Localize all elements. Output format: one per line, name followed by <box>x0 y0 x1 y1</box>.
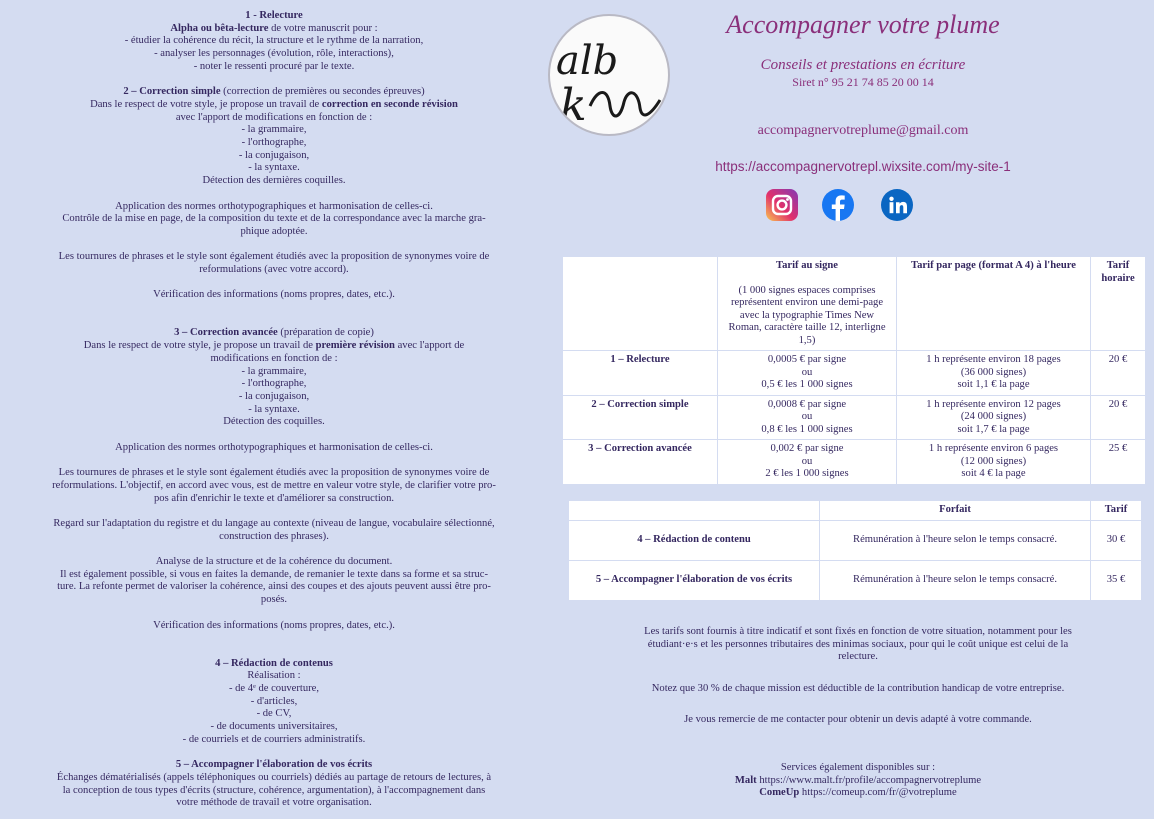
table-row <box>569 560 1142 600</box>
text: Application des normes orthotypographiques et harmonisation de celles-ci. <box>115 441 433 453</box>
list-item: - la conjugaison, <box>238 391 310 402</box>
table-header-cell: Tarif <box>1091 501 1142 521</box>
page-rate: 1 h représente environ 12 pages (24 000 signes) soit 1,7 € la page <box>897 395 1091 440</box>
section-title: 1 - Relecture <box>245 10 303 21</box>
list-item: - d'articles, <box>250 695 298 707</box>
highlight: correction en seconde révision <box>321 98 458 110</box>
website-link[interactable]: https://accompagnervotrepl.wixsite.com/my-site-1 <box>715 159 1011 174</box>
table-header-cell: Tarif horaire <box>1091 257 1146 351</box>
text: votre méthode de travail et votre organisation. <box>176 797 372 809</box>
text: construction des phrases). <box>219 530 329 542</box>
text: reformulations (avec votre accord). <box>199 264 349 276</box>
services-links <box>598 762 1118 800</box>
text: Contrôle de la mise en page, de la composition du texte et de la correspondance avec la marche gra- <box>62 213 486 225</box>
text: Regard sur l'adaptation du registre et du langage au contexte (niveau de langue, vocabulaire sélectionné, <box>53 517 495 529</box>
tarif: 35 € <box>1091 560 1142 600</box>
section-correction-avancee <box>6 327 542 632</box>
list-item: - la syntaxe. <box>248 162 300 174</box>
text: Les tournures de phrases et le style sont également étudiés avec la proposition de synonymes voire de <box>58 251 490 263</box>
forfait: Rémunération à l'heure selon le temps consacré. <box>820 520 1091 560</box>
page-rate: 1 h représente environ 18 pages (36 000 signes) soit 1,1 € la page <box>897 351 1091 396</box>
comeup-link[interactable]: https://comeup.com/fr/@votreplume <box>799 787 957 799</box>
list-item: - la grammaire, <box>241 124 307 136</box>
siret: Siret n° 95 21 74 85 20 00 14 <box>792 75 934 89</box>
text: Vérification des informations (noms propres, dates, etc.). <box>153 289 395 301</box>
list-item: Réalisation : <box>247 670 301 682</box>
text: la conception de tous types d'écrits (structure, cohérence, argumentation), à l'accompagnement dans <box>62 784 486 796</box>
pricing-note: Les tarifs sont fournis à titre indicatif et sont fixés en fonction de votre situation, notamment pour les étudiant·e·s et les personnes tributaires des minimas sociaux, pour qui le coût unique est celui de la relecture. <box>644 626 1072 663</box>
sign-rate: 0,0008 € par signe ou 0,8 € les 1 000 signes <box>718 395 897 440</box>
section-accompagner <box>6 759 542 810</box>
services-title: Services également disponibles sur : <box>780 762 936 773</box>
email-link[interactable]: accompagnervotreplume@gmail.com <box>757 123 969 138</box>
table-header-row <box>569 501 1142 521</box>
table-header-row <box>563 257 1146 351</box>
list-item: - l'orthographe, <box>241 137 307 149</box>
text: avec l'apport de <box>394 340 465 352</box>
list-item: Détection des dernières coquilles. <box>202 175 346 187</box>
header-note: (1 000 signes espaces comprises représentent environ une demi-page avec la typographie Times New Roman, caractère taille 12, interligne 1,5) <box>728 284 886 346</box>
tarif: 30 € <box>1091 520 1142 560</box>
forfait: Rémunération à l'heure selon le temps consacré. <box>820 560 1091 600</box>
section-title: 2 – Correction simple <box>123 86 221 98</box>
list-item: - noter le ressenti procuré par le texte. <box>193 60 355 72</box>
logo <box>548 14 670 136</box>
handicap-note: Notez que 30 % de chaque mission est déductible de la contribution handicap de votre entreprise. <box>651 683 1065 694</box>
table-header-cell: Tarif par page (format A 4) à l'heure <box>897 257 1091 351</box>
list-item: - l'orthographe, <box>241 378 307 390</box>
highlight: première révision <box>315 340 395 352</box>
brand-subtitle: Conseils et prestations en écriture <box>760 57 966 73</box>
text: (correction de premières ou secondes épreuves) <box>220 86 425 98</box>
brand-column <box>548 0 1154 819</box>
table-header-cell: Forfait <box>820 501 1091 521</box>
service-name: 2 – Correction simple <box>563 395 718 440</box>
brand-title: Accompagner votre plume <box>726 10 1000 39</box>
table-row <box>563 395 1146 440</box>
table-row <box>569 520 1142 560</box>
hourly-rate: 20 € <box>1091 351 1146 396</box>
text: Analyse de la structure et de la cohérence du document. <box>155 556 393 568</box>
service-name: 3 – Correction avancée <box>563 440 718 485</box>
malt-link[interactable]: https://www.malt.fr/profile/accompagnervotreplume <box>756 774 982 786</box>
facebook-icon[interactable] <box>821 188 855 222</box>
text: phique adoptée. <box>240 225 308 237</box>
instagram-icon[interactable] <box>765 188 799 222</box>
handwriting-logo-icon <box>550 16 668 134</box>
header-label: Tarif au signe <box>775 260 838 271</box>
text: avec l'apport de modifications en fonction de : <box>175 111 373 123</box>
highlight: Alpha ou bêta-lecture <box>170 22 269 34</box>
list-item: Détection des coquilles. <box>223 416 325 428</box>
table-row <box>563 440 1146 485</box>
text: ture. La refonte permet de valoriser la cohérence, ainsi des coupes et des ajouts peuvent aussi être pro- <box>57 581 491 593</box>
list-item: - la syntaxe. <box>248 403 300 415</box>
flat-rate-table <box>568 500 1142 601</box>
text: Dans le respect de votre style, je propose un travail de <box>90 98 322 110</box>
malt-label: Malt <box>734 774 757 786</box>
table-header-cell <box>563 257 718 351</box>
section-redaction <box>6 658 542 747</box>
text: Échanges dématérialisés (appels téléphoniques ou courriels) dédiés au partage de retours de lectures, à <box>56 771 492 783</box>
text: reformulations. L'objectif, en accord avec vous, est de mettre en valeur votre style, de clarifier votre pro- <box>52 479 496 491</box>
table-row <box>563 351 1146 396</box>
service-name: 1 – Relecture <box>563 351 718 396</box>
list-item: - de courriels et de courriers administratifs. <box>182 733 366 745</box>
service-name: 5 – Accompagner l'élaboration de vos écrits <box>569 560 820 600</box>
service-name: 4 – Rédaction de contenu <box>569 520 820 560</box>
section-correction-simple <box>6 86 542 302</box>
services-column <box>6 10 542 810</box>
logo-text-bottom: k <box>560 80 587 131</box>
list-item: - la grammaire, <box>241 365 307 377</box>
text: Application des normes orthotypographiques et harmonisation de celles-ci. <box>115 200 433 212</box>
text: pos afin d'enrichir le texte et d'améliorer sa construction. <box>153 492 395 504</box>
list-item: - étudier la cohérence du récit, la structure et le rythme de la narration, <box>124 35 424 47</box>
hourly-rate: 25 € <box>1091 440 1146 485</box>
list-item: - de CV, <box>256 708 292 720</box>
logo-stroke <box>590 93 660 117</box>
page-rate: 1 h représente environ 6 pages (12 000 signes) soit 4 € la page <box>897 440 1091 485</box>
list-item: - de 4ᵉ de couverture, <box>228 683 320 695</box>
text: posés. <box>260 594 288 606</box>
text: de votre manuscrit pour : <box>268 22 378 34</box>
text: (préparation de copie) <box>277 327 374 339</box>
sign-rate: 0,0005 € par signe ou 0,5 € les 1 000 signes <box>718 351 897 396</box>
text: modifications en fonction de : <box>210 352 338 364</box>
hourly-rate: 20 € <box>1091 395 1146 440</box>
linkedin-icon[interactable] <box>880 188 914 222</box>
contact-note: Je vous remercie de me contacter pour obtenir un devis adapté à votre commande. <box>684 714 1032 725</box>
text: Il est également possible, si vous en faites la demande, de remanier le texte dans sa forme et sa struc- <box>59 568 488 580</box>
list-item: - de documents universitaires, <box>210 721 338 733</box>
table-header-cell <box>569 501 820 521</box>
section-title: 3 – Correction avancée <box>174 327 278 339</box>
text: Les tournures de phrases et le style sont également étudiés avec la proposition de synonymes voire de <box>58 467 490 479</box>
section-title: 5 – Accompagner l'élaboration de vos écrits <box>175 759 373 771</box>
sign-rate: 0,002 € par signe ou 2 € les 1 000 signes <box>718 440 897 485</box>
section-title: 4 – Rédaction de contenus <box>215 657 333 669</box>
section-relecture <box>6 10 542 74</box>
list-item: - la conjugaison, <box>238 149 310 161</box>
text: Dans le respect de votre style, je propose un travail de <box>83 340 316 352</box>
logo-text-top: alb <box>556 38 619 84</box>
rates-table <box>562 256 1146 485</box>
list-item: - analyser les personnages (évolution, rôle, interactions), <box>154 48 394 60</box>
text: Vérification des informations (noms propres, dates, etc.). <box>153 619 395 631</box>
table-header-cell <box>718 257 897 351</box>
comeup-label: ComeUp <box>759 787 800 799</box>
